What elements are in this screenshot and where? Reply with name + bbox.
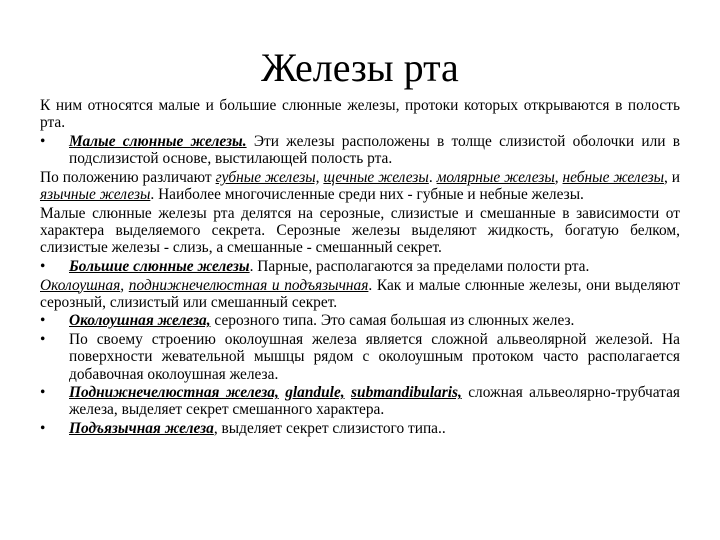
parotid-text: серозного типа. Это самая большая из слюнных желез.	[210, 312, 575, 330]
term-submandibular-sublingual: поднижнечелюстная и подъязычная	[128, 276, 369, 294]
bullet-marker: •	[40, 312, 46, 330]
term-sublingual-gland: Подъязычная железа	[69, 420, 214, 438]
submandibular-text: сложная альвеолярно-трубчатая железа, выделяет секрет смешанного характера.	[69, 384, 680, 419]
bullet-marker: •	[40, 331, 46, 349]
term-molar-glands: молярные железы	[436, 168, 555, 186]
intro-text: К ним относятся малые и большие слюнные железы, протоки которых открываются в полость рта.	[40, 97, 680, 132]
small-glands-text: Эти железы расположены в толще слизистой оболочки или в подслизистой основе, выстилающей полость рта.	[69, 132, 680, 168]
bullet-parotid-structure	[40, 331, 680, 383]
term-parotid-gland: Околоушная железа,	[69, 312, 211, 330]
paragraph-large-glands-list: Околоушная, поднижнечелюстная и подъязычная. Как и малые слюнные железы, они выделяют серозный, слизистый или смешанный секрет.	[40, 276, 680, 311]
term-small-glands: Малые слюнные железы.	[69, 132, 247, 150]
slide-title: Железы рта	[261, 45, 459, 90]
slide-content	[40, 97, 680, 439]
bullet-small-glands	[40, 133, 680, 167]
bullet-marker: •	[40, 420, 46, 438]
bullet-sublingual	[40, 420, 680, 437]
term-cheek-glands: щечные железы	[323, 168, 429, 186]
paragraph-intro	[40, 97, 680, 131]
term-lip-glands: губные железы,	[215, 168, 320, 186]
bullet-marker: •	[40, 384, 46, 402]
term-submandibularis: submandibularis,	[351, 384, 462, 402]
bullet-parotid	[40, 312, 680, 329]
sublingual-text: , выделяет секрет слизистого типа..	[213, 420, 446, 438]
term-submandibular-gland: Поднижнечелюстная железа,	[69, 384, 279, 402]
term-lingual-glands: язычные железы	[40, 186, 151, 204]
paragraph-position: По положению различают губные железы, щечные железы. молярные железы, небные железы, и язычные железы. Наиболее многочисленные среди них - губные и небные железы.	[40, 168, 681, 204]
paragraph-gland-types	[40, 205, 680, 257]
bullet-marker: •	[40, 257, 46, 275]
bullet-submandibular	[40, 384, 680, 418]
bullet-large-glands	[40, 258, 680, 275]
term-glandule: glandule,	[285, 384, 345, 402]
term-palatine-glands: небные железы	[562, 168, 665, 186]
term-parotid: Околоушная	[40, 276, 121, 294]
large-glands-text: . Парные, располагаются за пределами полости рта.	[249, 257, 590, 275]
gland-types-text: Малые слюнные железы рта делятся на серозные, слизистые и смешанные в зависимости от характера выделяемого секрета. Серозные железы выделяют жидкость, богатую белком, слизистые железы - слизь, а смешанные - смешанный секрет.	[40, 204, 680, 257]
parotid-structure-text: По своему строению околоушная железа является сложной альвеолярной железой. На поверхности жевательной мышцы рядом с околоушным протоком часто располагается добавочная околоушная железа.	[69, 331, 680, 383]
bullet-marker: •	[40, 132, 46, 150]
term-large-glands: Большие слюнные железы	[69, 257, 250, 275]
